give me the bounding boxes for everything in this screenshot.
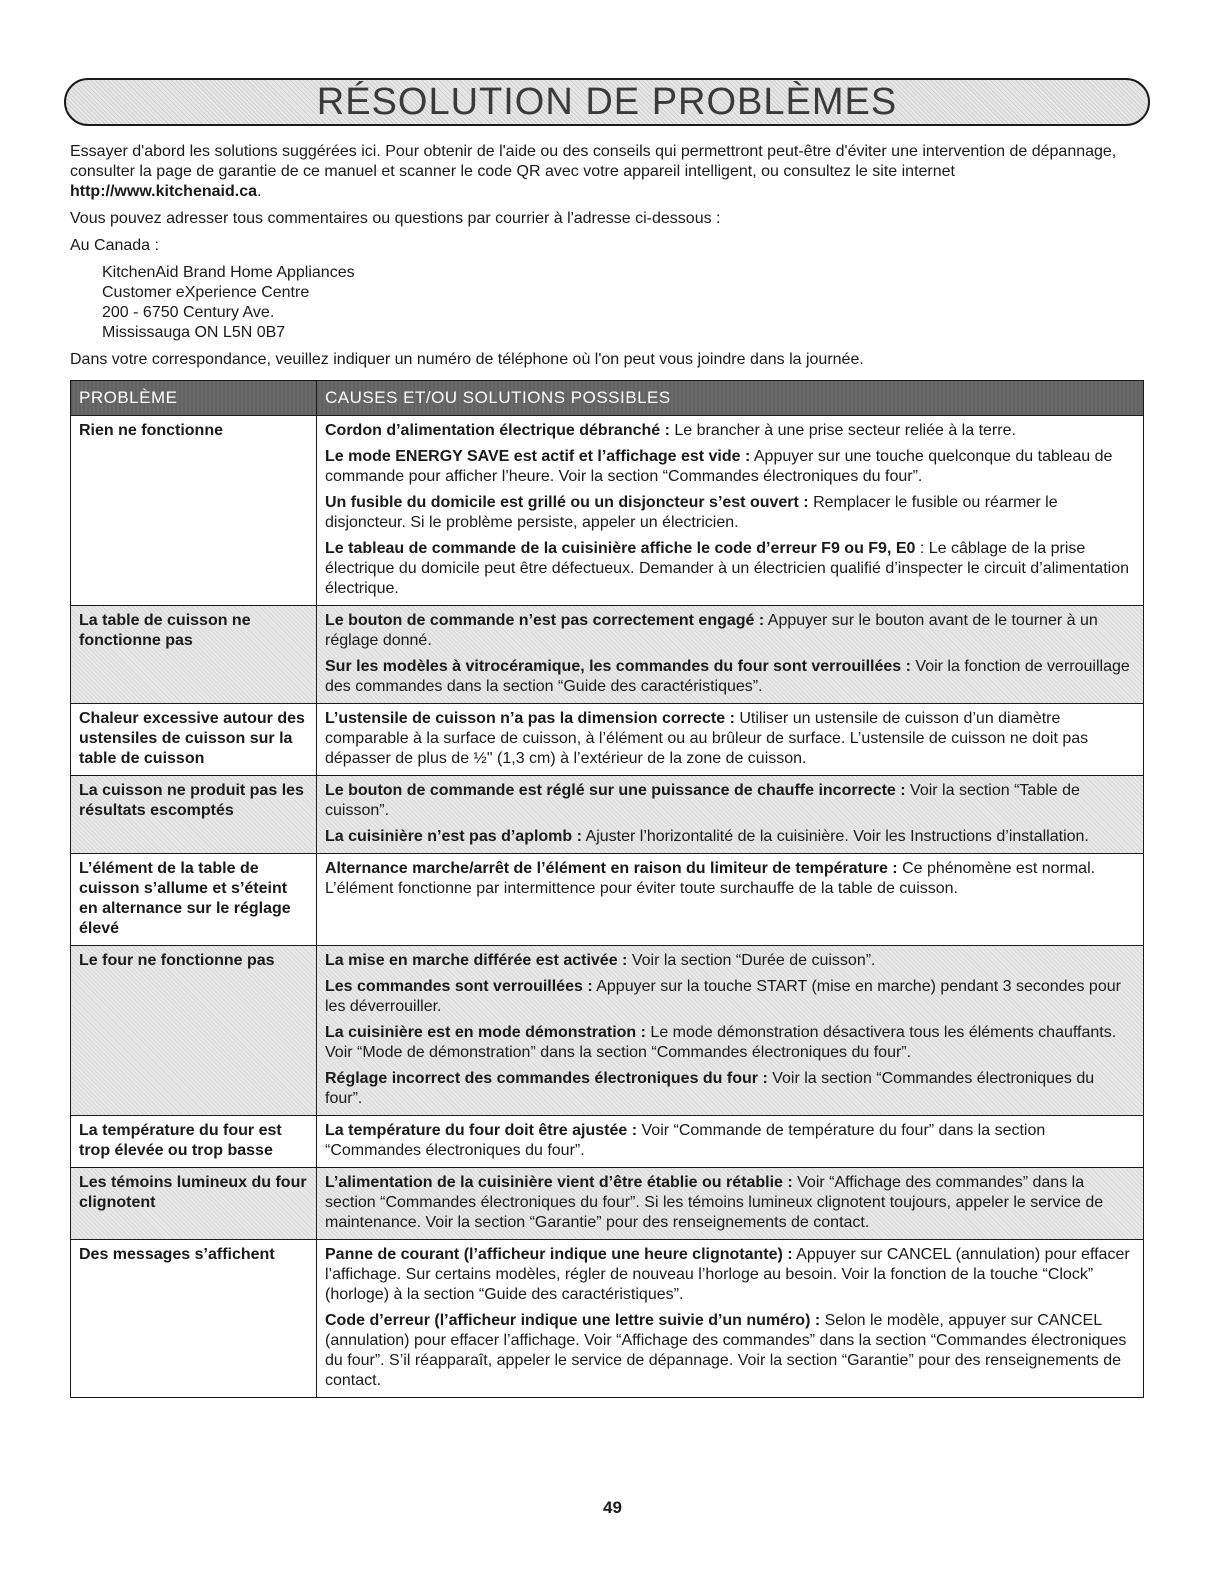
solution-item [325,1023,1135,1063]
solution-text: Appuyer sur la touche START (mise en marche) pendant 3 secondes pour les déverrouiller. [325,978,1121,1015]
solution-text: Ajuster l’horizontalité de la cuisinière. Voir les Instructions d’installation. [581,828,1089,845]
solution-text: Voir la section “Table de cuisson”. [325,782,1080,819]
solution-item [325,781,1135,821]
solution-heading: Code d’erreur (l’afficheur indique une lettre suivie d’un numéro) : [325,1312,821,1329]
title-banner [64,78,1150,126]
country-label: Au Canada : [70,237,159,254]
solution-text: Appuyer sur une touche quelconque du tableau de commande pour afficher l’heure. Voir la section “Commandes électroniques du four”. [325,448,1113,485]
table-row [71,606,1144,704]
solution-text: Appuyer sur CANCEL (annulation) pour effacer l’affichage. Sur certains modèles, régler de nouveau l’horloge au besoin. Voir la fonction de la touche “Clock” (horloge) à la section “Guide des caractéristiques”. [325,1246,1130,1303]
solution-heading: Le mode ENERGY SAVE est actif et l’affichage est vide : [325,448,751,465]
table-header-row [71,381,1144,416]
solution-item [325,1311,1135,1391]
solution-item [325,493,1135,533]
solution-heading: La température du four doit être ajustée : [325,1122,638,1139]
solution-text: Utiliser un ustensile de cuisson d’un diamètre comparable à la surface de cuisson, à l’élément ou au brûleur de surface. L’ustensile de cuisson ne doit pas dépasser de plus de ½" (1,3 cm) à l’extérieur de la zone de cuisson. [325,710,1089,767]
solution-item [325,859,1135,899]
solution-heading: Le bouton de commande n’est pas correctement engagé : [325,612,765,629]
address-line: Mississauga ON L5N 0B7 [102,324,286,341]
problem-cell: La cuisson ne produit pas les résultats escomptés [71,776,317,854]
solution-heading: Les commandes sont verrouillées : [325,978,593,995]
problem-cell: Le four ne fonctionne pas [71,946,317,1116]
solution-heading: Cordon d’alimentation électrique débranché : [325,422,670,439]
problem-cell: L’élément de la table de cuisson s’allume et s’éteint en alternance sur le réglage élevé [71,854,317,946]
solution-text: Appuyer sur le bouton avant de le tourner à un réglage donné. [325,612,1098,649]
solution-text: Le mode démonstration désactivera tous les éléments chauffants. Voir “Mode de démonstration” dans la section “Commandes électroniques du four”. [325,1024,1117,1061]
solution-heading: Réglage incorrect des commandes électroniques du four : [325,1070,768,1087]
solutions-cell [317,776,1144,854]
solutions-cell [317,1240,1144,1398]
intro-paragraph [70,142,1144,202]
problem-cell: La température du four est trop élevée ou trop basse [71,1116,317,1168]
header-solutions: CAUSES ET/OU SOLUTIONS POSSIBLES [317,381,1144,416]
table-row [71,416,1144,606]
solution-item [325,1173,1135,1233]
solution-item [325,611,1135,651]
table-row [71,1240,1144,1398]
intro-text: Essayer d'abord les solutions suggérées ici. Pour obtenir de l'aide ou des conseils qui permettront peut-être d'éviter une intervention de dépannage, consulter la page de garantie de ce manuel et scanner le code QR avec votre appareil intelligent, ou consultez le site internet [70,143,1117,180]
intro-period: . [256,183,262,200]
solution-text: : Le câblage de la prise électrique du domicile peut être défectueux. Demander à un électricien qualifié d’inspecter le circuit d’alimentation électrique. [325,540,1129,597]
problem-cell: Rien ne fonctionne [71,416,317,606]
solution-text: Ce phénomène est normal. L’élément fonctionne par intermittence pour éviter toute surchauffe de la table de cuisson. [325,860,1096,897]
solution-item [325,1121,1135,1161]
solution-item [325,657,1135,697]
solution-text: Voir la section “Commandes électroniques du four”. [325,1070,1095,1107]
solution-heading: La cuisinière est en mode démonstration : [325,1024,646,1041]
problem-cell: La table de cuisson ne fonctionne pas [71,606,317,704]
page-number: 49 [603,1498,622,1517]
phone-note: Dans votre correspondance, veuillez indiquer un numéro de téléphone où l'on peut vous joindre dans la journée. [70,351,864,368]
address-line: KitchenAid Brand Home Appliances [102,264,355,281]
problem-cell: Des messages s’affichent [71,1240,317,1398]
solution-heading: Le tableau de commande de la cuisinière affiche le code d’erreur F9 ou F9, E0 [325,540,916,557]
solution-text: Remplacer le fusible ou réarmer le disjoncteur. Si le problème persiste, appeler un électricien. [325,494,1058,531]
address-line: Customer eXperience Centre [102,284,310,301]
solution-heading: Panne de courant (l’afficheur indique une heure clignotante) : [325,1246,793,1263]
website-link[interactable]: http://www.kitchenaid.ca [70,183,257,200]
solution-heading: Un fusible du domicile est grillé ou un disjoncteur s’est ouvert : [325,494,809,511]
mailing-address [102,263,1144,343]
solution-heading: Le bouton de commande est réglé sur une puissance de chauffe incorrecte : [325,782,906,799]
solution-heading: Alternance marche/arrêt de l’élément en raison du limiteur de température : [325,860,898,877]
solution-text: Voir la section “Durée de cuisson”. [627,952,876,969]
solution-heading: La mise en marche différée est activée : [325,952,628,969]
page [70,78,1144,1398]
solution-text: Voir la fonction de verrouillage des commandes dans la section “Guide des caractéristiques”. [325,658,1130,695]
solutions-cell [317,1168,1144,1240]
solutions-cell [317,1116,1144,1168]
table-row [71,854,1144,946]
solution-item [325,447,1135,487]
solution-item [325,951,1135,971]
solutions-cell [317,854,1144,946]
page-title: RÉSOLUTION DE PROBLÈMES [316,81,898,123]
solution-text: Le brancher à une prise secteur reliée à la terre. [669,422,1016,439]
problem-cell: Les témoins lumineux du four clignotent [71,1168,317,1240]
table-body [71,416,1144,1398]
solutions-cell [317,606,1144,704]
solution-heading: L’alimentation de la cuisinière vient d’être établie ou rétablie : [325,1174,793,1191]
troubleshooting-table [70,380,1144,1398]
solution-item [325,977,1135,1017]
solutions-cell [317,704,1144,776]
solution-heading: L’ustensile de cuisson n’a pas la dimension correcte : [325,710,735,727]
solution-heading: La cuisinière n’est pas d’aplomb : [325,828,582,845]
table-row [71,946,1144,1116]
solution-item [325,1069,1135,1109]
solution-text: Selon le modèle, appuyer sur CANCEL (annulation) pour effacer l’affichage. Voir “Affichage des commandes” dans la section “Commandes électroniques du four”. S’il réapparaît, appeler le service de dépannage. Voir la section “Garantie” pour des renseignements de contact. [325,1312,1127,1389]
solutions-cell [317,416,1144,606]
solution-text: Voir “Affichage des commandes” dans la section “Commandes électroniques du four”. Si les témoins lumineux clignotent toujours, appeler le service de maintenance. Voir la section “Garantie” pour des renseignements de contact. [325,1174,1104,1231]
solution-item [325,709,1135,769]
solution-heading: Sur les modèles à vitrocéramique, les commandes du four sont verrouillées : [325,658,911,675]
table-row [71,776,1144,854]
solution-item [325,827,1135,847]
solution-item [325,1245,1135,1305]
solution-item [325,539,1135,599]
solution-text: Voir “Commande de température du four” dans la section “Commandes électroniques du four”. [325,1122,1046,1159]
table-row [71,1168,1144,1240]
intro [70,142,1144,370]
solutions-cell [317,946,1144,1116]
table-row [71,1116,1144,1168]
table-row [71,704,1144,776]
problem-cell: Chaleur excessive autour des ustensiles de cuisson sur la table de cuisson [71,704,317,776]
mail-paragraph: Vous pouvez adresser tous commentaires ou questions par courrier à l'adresse ci-dessous : [70,210,721,227]
address-line: 200 - 6750 Century Ave. [102,304,275,321]
solution-item [325,421,1135,441]
header-problem: PROBLÈME [71,381,317,416]
